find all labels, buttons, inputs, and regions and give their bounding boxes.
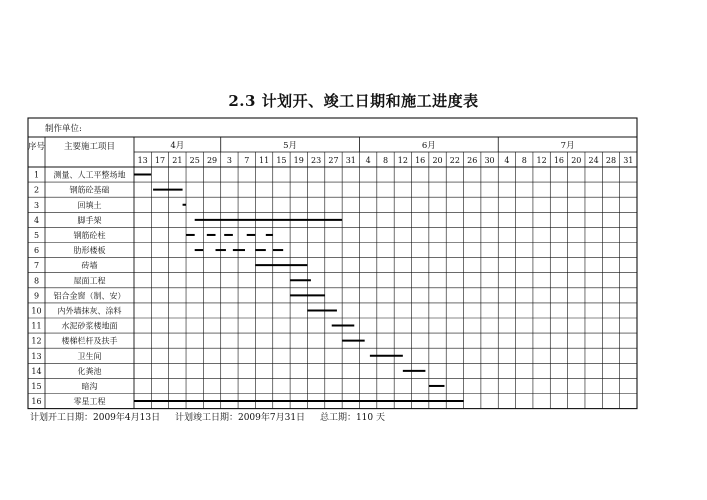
day-label: 19 bbox=[293, 156, 304, 165]
task-number: 4 bbox=[33, 215, 40, 225]
day-label: 24 bbox=[588, 156, 599, 165]
day-label: 31 bbox=[345, 156, 356, 165]
task-number: 15 bbox=[31, 381, 42, 391]
task-number: 7 bbox=[33, 261, 40, 271]
footer-end-date: 计划竣工日期：2009年7月31日 bbox=[174, 413, 306, 423]
task-number: 1 bbox=[33, 170, 40, 180]
day-label: 7 bbox=[244, 156, 250, 165]
day-label: 30 bbox=[484, 156, 495, 165]
day-label: 13 bbox=[137, 156, 148, 165]
task-number: 13 bbox=[31, 351, 42, 361]
day-label: 20 bbox=[432, 156, 443, 165]
task-name: 铝合金窗（制、安） bbox=[53, 291, 126, 301]
task-name: 零星工程 bbox=[73, 397, 106, 407]
day-label: 12 bbox=[536, 156, 547, 165]
day-label: 21 bbox=[172, 156, 183, 165]
day-label: 11 bbox=[258, 156, 270, 165]
day-label: 16 bbox=[553, 156, 565, 165]
task-name: 化粪池 bbox=[77, 366, 102, 376]
day-label: 22 bbox=[449, 156, 460, 165]
task-number: 12 bbox=[31, 336, 42, 346]
day-label: 15 bbox=[276, 156, 287, 165]
footer-total-duration: 总工期：110 天 bbox=[319, 413, 385, 423]
footer-start-date: 计划开工日期：2009年4月13日 bbox=[30, 413, 161, 423]
task-name: 回填土 bbox=[77, 200, 102, 210]
maker-unit-label: 制作单位: bbox=[45, 124, 82, 134]
day-label: 8 bbox=[521, 156, 527, 165]
task-name: 肋形楼板 bbox=[73, 246, 106, 256]
task-number: 14 bbox=[31, 366, 42, 376]
task-number: 5 bbox=[33, 230, 40, 240]
task-name: 钢筋砼基础 bbox=[69, 185, 110, 195]
day-label: 4 bbox=[365, 156, 371, 165]
task-name: 卫生间 bbox=[77, 351, 102, 361]
day-label: 23 bbox=[311, 156, 322, 165]
day-label: 20 bbox=[571, 156, 582, 165]
day-label: 17 bbox=[154, 156, 166, 165]
day-label: 26 bbox=[467, 156, 478, 165]
month-label: 4月 bbox=[170, 141, 185, 151]
task-number: 6 bbox=[33, 246, 40, 256]
task-name: 测量、人工平整场地 bbox=[53, 170, 126, 180]
day-label: 12 bbox=[397, 156, 408, 165]
day-label: 28 bbox=[605, 156, 617, 165]
item-header: 主要施工项目 bbox=[63, 142, 116, 152]
month-label: 5月 bbox=[283, 141, 298, 151]
page-title: 2.3 计划开、竣工日期和施工进度表 bbox=[228, 92, 479, 110]
task-name: 水泥砂浆楼地面 bbox=[61, 321, 118, 331]
task-number: 9 bbox=[33, 291, 40, 301]
task-number: 3 bbox=[33, 200, 40, 210]
task-number: 8 bbox=[33, 276, 40, 286]
task-name: 屋面工程 bbox=[73, 276, 106, 286]
task-number: 2 bbox=[33, 185, 40, 195]
day-label: 4 bbox=[504, 156, 510, 165]
day-label: 3 bbox=[226, 156, 232, 165]
day-label: 8 bbox=[382, 156, 389, 165]
task-name: 楼梯栏杆及扶手 bbox=[61, 336, 118, 346]
task-number: 16 bbox=[31, 397, 42, 407]
task-number: 11 bbox=[31, 321, 42, 331]
month-label: 6月 bbox=[421, 141, 436, 151]
day-label: 27 bbox=[328, 156, 339, 165]
day-label: 29 bbox=[206, 156, 218, 165]
footer bbox=[30, 410, 397, 423]
task-name: 脚手架 bbox=[77, 215, 102, 225]
task-number: 10 bbox=[31, 306, 42, 316]
task-name: 钢筋砼柱 bbox=[73, 230, 106, 240]
day-label: 31 bbox=[623, 156, 634, 165]
seq-header: 序号 bbox=[27, 142, 46, 152]
month-label: 7月 bbox=[560, 141, 575, 151]
task-name: 砖墙 bbox=[81, 261, 98, 271]
day-label: 16 bbox=[415, 156, 426, 165]
day-label: 25 bbox=[189, 156, 200, 165]
task-name: 内外墙抹灰、涂料 bbox=[57, 306, 122, 316]
task-name: 暗沟 bbox=[81, 381, 98, 391]
